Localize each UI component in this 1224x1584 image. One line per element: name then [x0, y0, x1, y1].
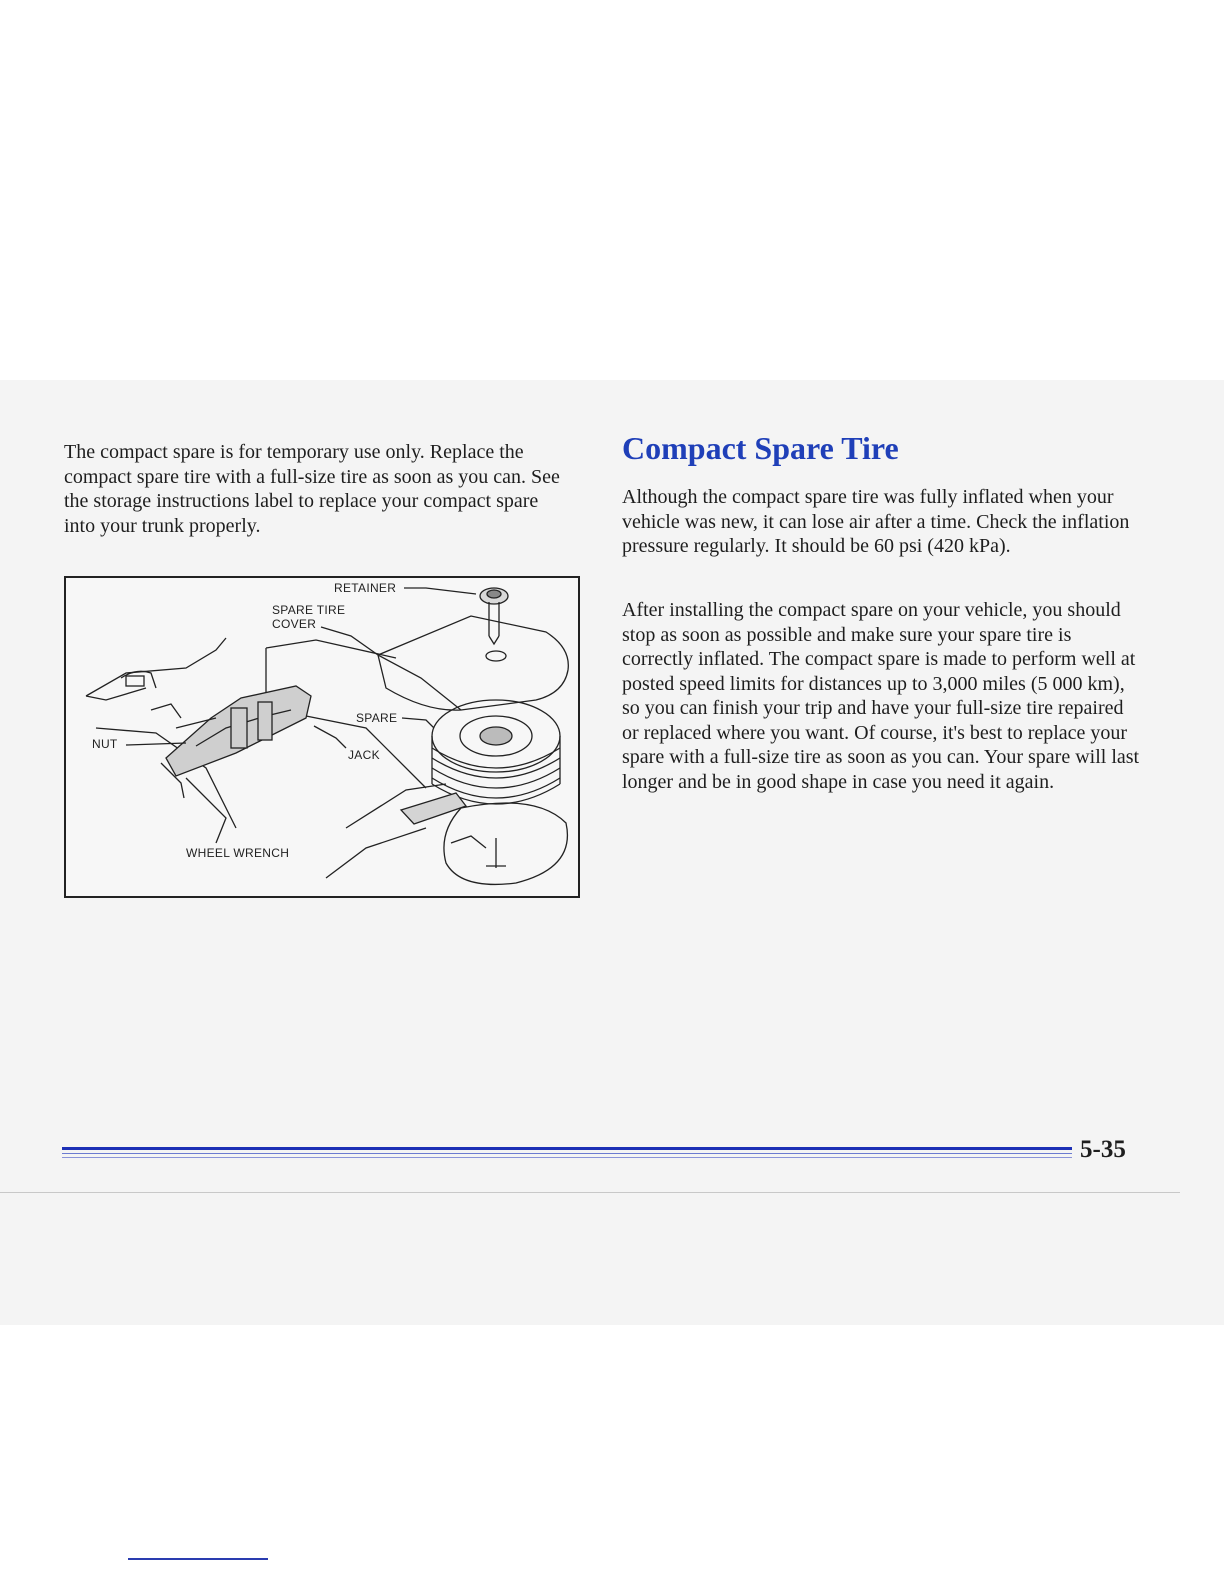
label-jack: JACK	[348, 748, 380, 762]
label-spare-tire-cover-1: SPARE TIRE	[272, 603, 346, 617]
spare-tire-illustration	[64, 576, 580, 898]
spare-well	[444, 803, 567, 884]
illustration-drawing	[66, 578, 578, 896]
page-number: 5-35	[1080, 1136, 1126, 1163]
bottom-blue-rule	[128, 1558, 268, 1560]
footer-rule	[62, 1147, 1072, 1150]
label-nut: NUT	[92, 737, 118, 751]
footer-rule-thin	[62, 1153, 1072, 1154]
spare-tire-cover-shape	[378, 616, 568, 710]
installation-paragraph: After installing the compact spare on your vehicle, you should stop as soon as possible and make sure your spare tire is correctly inflated. The compact spare is made to perform well at posted speed limits for distances up to 3,000 miles (5 000 km), so you can finish your trip and have your full-size tire repaired or replaced where you want. Of course, it's best to replace your spare with a full-size tire as soon as you can. Your spare will last longer and be in good shape in case you need it again.	[622, 599, 1140, 793]
label-retainer: RETAINER	[334, 581, 397, 595]
label-wheel-wrench: WHEEL WRENCH	[186, 846, 290, 860]
scan-edge-rule	[0, 1192, 1180, 1193]
label-spare: SPARE	[356, 711, 398, 725]
footer-rule-thin-2	[62, 1157, 1072, 1158]
section-title: Compact Spare Tire	[622, 430, 899, 466]
spare-tire-shape	[432, 700, 560, 804]
jack-shape	[161, 686, 311, 798]
label-spare-tire-cover-2: COVER	[272, 617, 317, 631]
left-paragraph: The compact spare is for temporary use only. Replace the compact spare tire with a full-size tire as soon as you can. See the storage instructions label to replace your compact spare into your trunk properly.	[64, 441, 560, 537]
inflation-paragraph: Although the compact spare tire was fully inflated when your vehicle was new, it can lose air after a time. Check the inflation pressure regularly. It should be 60 psi (420 kPa).	[622, 486, 1130, 557]
